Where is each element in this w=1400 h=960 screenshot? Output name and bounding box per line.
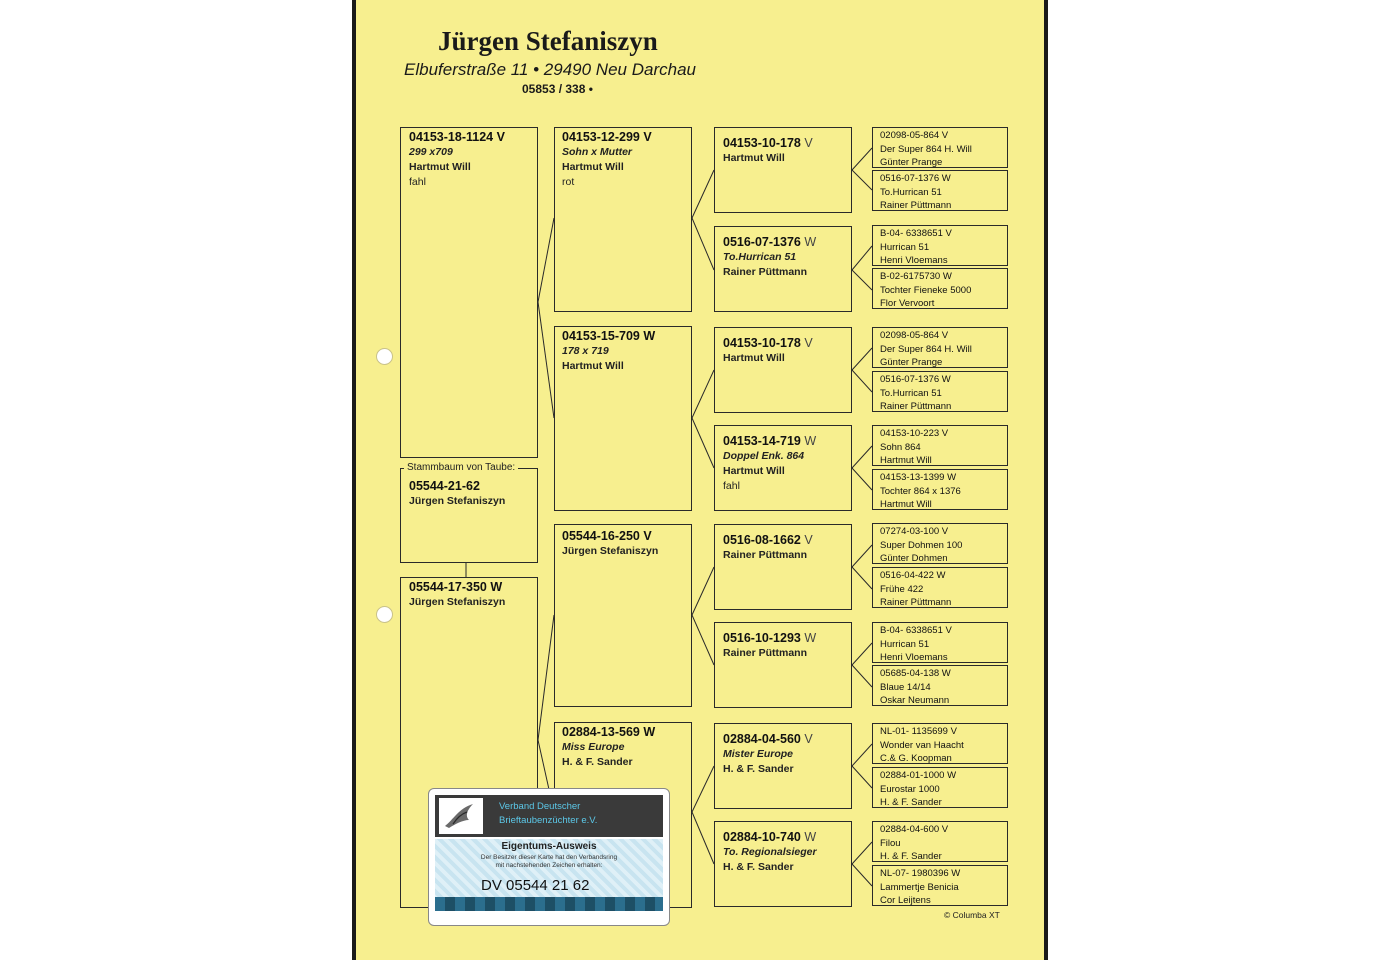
subject-box [400,468,538,563]
breeder-address: Elbuferstraße 11 • 29490 Neu Darchau [404,60,696,79]
sire-name: 299 x709 [409,146,453,158]
gen4-box-7 [872,425,1008,466]
gen4-box-14 [872,767,1008,808]
gen3-owner: Hartmut Will [723,352,785,364]
gen2-name: Miss Europe [562,741,625,753]
gen4-name: Hurrican 51 [880,241,930,253]
gen4-ring: 0516-07-1376 W [880,374,951,385]
gen4-name: Sohn 864 [880,441,921,453]
gen2-ring: 04153-15-709 W [562,329,656,343]
gen2-box-3 [554,524,692,707]
gen3-owner: Rainer Püttmann [723,266,808,278]
gen2-owner: H. & F. Sander [562,756,633,768]
gen4-box-4 [872,268,1008,309]
gen4-ring: 0516-07-1376 W [880,173,951,184]
gen4-ring: 02884-04-600 V [880,824,949,835]
dam-ring: 05544-17-350 W [409,580,503,594]
gen4-name: Der Super 864 H. Will [880,343,972,355]
subject-label: Stammbaum von Taube: [404,462,518,473]
subject-ring: 05544-21-62 [409,479,480,493]
sire-ring: 04153-18-1124 V [409,130,505,144]
gen3-ring: 04153-14-719 W [723,434,817,448]
gen4-name: To.Hurrican 51 [880,186,942,198]
copyright: © Columba XT [944,910,1000,920]
gen4-ring: 02884-01-1000 W [880,770,957,781]
gen4-box-16 [872,865,1008,906]
gen3-box-1 [714,127,852,213]
gen3-owner: Hartmut Will [723,465,785,477]
gen4-ring: NL-01- 1135699 V [880,726,957,737]
gen4-ring: 07274-03-100 V [880,526,949,537]
breeder-phone: 05853 / 338 • [522,82,593,96]
gen4-box-13 [872,723,1008,764]
gen4-ring: 05685-04-138 W [880,668,951,679]
gen4-box-12 [872,665,1008,706]
gen2-box-2 [554,326,692,511]
gen4-owner: Günter Prange [880,157,943,168]
gen3-ring: 04153-10-178 V [723,336,813,350]
gen3-box-3 [714,327,852,413]
gen4-ring: 04153-10-223 V [880,428,949,439]
gen4-box-9 [872,523,1008,564]
gen4-name: To.Hurrican 51 [880,387,942,399]
gen3-box-8 [714,821,852,907]
card-pattern-band [435,897,663,911]
gen4-owner: Hartmut Will [880,455,932,466]
gen3-name: Doppel Enk. 864 [723,450,805,462]
gen3-ring: 04153-10-178 V [723,136,813,150]
gen4-owner: Oskar Neumann [880,695,950,706]
gen4-ring: 04153-13-1399 W [880,472,957,483]
gen4-ring: 02098-05-864 V [880,130,949,141]
gen4-owner: Henri Vloemans [880,652,948,663]
gen4-name: Filou [880,837,901,849]
gen3-name: To.Hurrican 51 [723,251,797,263]
gen4-ring: B-04- 6338651 V [880,625,952,636]
gen3-owner: Rainer Püttmann [723,549,808,561]
gen4-box-1 [872,127,1008,168]
sire-owner: Hartmut Will [409,161,471,173]
gen4-ring: 02098-05-864 V [880,330,949,341]
breeder-name: Jürgen Stefaniszyn [438,26,658,56]
gen4-box-8 [872,469,1008,510]
gen4-name: Der Super 864 H. Will [880,143,972,155]
card-text-line1: Der Besitzer dieser Karte hat den Verbandsring [480,854,618,861]
gen2-name: Sohn x Mutter [562,146,632,158]
gen2-owner: Jürgen Stefaniszyn [562,545,659,557]
gen4-owner: Rainer Püttmann [880,200,952,211]
gen3-box-7 [714,723,852,809]
sire-color: fahl [409,176,426,188]
gen4-owner: Henri Vloemans [880,255,948,266]
card-text-line2: mit nachstehenden Zeichen erhalten: [495,862,603,869]
ownership-card [428,788,670,926]
gen4-box-10 [872,567,1008,608]
gen4-box-6 [872,371,1008,412]
gen4-ring: 0516-04-422 W [880,570,946,581]
sire-box [400,127,538,458]
gen2-name: 178 x 719 [562,345,609,357]
gen4-box-2 [872,170,1008,211]
gen4-name: Super Dohmen 100 [880,539,963,551]
card-ring-number: DV 05544 21 62 [481,877,590,894]
card-header [435,795,663,837]
gen3-owner: H. & F. Sander [723,861,794,873]
gen4-owner: Cor Leijtens [880,895,931,906]
gen3-ring: 02884-04-560 V [723,732,813,746]
gen4-name: Tochter Fieneke 5000 [880,284,972,296]
gen2-box-1 [554,127,692,312]
gen4-owner: Flor Vervoort [880,298,935,309]
gen3-color: fahl [723,480,740,492]
gen3-ring: 0516-10-1293 W [723,631,817,645]
dove-logo-icon [439,798,483,834]
subject-owner: Jürgen Stefaniszyn [409,495,506,507]
gen4-box-15 [872,821,1008,862]
gen4-owner: Hartmut Will [880,499,932,510]
gen4-owner: Rainer Püttmann [880,401,952,412]
gen4-ring: B-02-6175730 W [880,271,952,282]
card-org-line1: Verband Deutscher [499,801,581,812]
dam-owner: Jürgen Stefaniszyn [409,596,506,608]
gen2-owner: Hartmut Will [562,360,624,372]
gen2-ring: 04153-12-299 V [562,130,652,144]
gen3-box-4 [714,425,852,511]
gen4-name: Eurostar 1000 [880,783,940,795]
gen4-ring: NL-07- 1980396 W [880,868,961,879]
gen3-owner: Rainer Püttmann [723,647,808,659]
gen4-owner: H. & F. Sander [880,851,942,862]
gen4-ring: B-04- 6338651 V [880,228,952,239]
gen4-name: Wonder van Haacht [880,739,964,751]
gen3-ring: 0516-07-1376 W [723,235,817,249]
gen2-owner: Hartmut Will [562,161,624,173]
card-org-line2: Brieftaubenzüchter e.V. [499,815,598,826]
gen4-box-3 [872,225,1008,266]
gen4-name: Hurrican 51 [880,638,930,650]
gen3-name: Mister Europe [723,748,794,760]
gen3-box-6 [714,622,852,708]
gen3-ring: 0516-08-1662 V [723,533,813,547]
gen4-box-11 [872,622,1008,663]
gen3-owner: Hartmut Will [723,152,785,164]
gen4-owner: H. & F. Sander [880,797,942,808]
gen3-box-5 [714,524,852,610]
gen4-box-5 [872,327,1008,368]
gen2-color: rot [562,176,575,188]
gen4-name: Tochter 864 x 1376 [880,485,961,497]
gen4-name: Frühe 422 [880,583,924,595]
gen4-owner: Günter Dohmen [880,553,948,564]
gen3-name: To. Regionalsieger [723,846,817,858]
gen4-owner: C.& G. Koopman [880,753,952,764]
gen3-box-2 [714,226,852,312]
gen2-ring: 02884-13-569 W [562,725,656,739]
gen3-owner: H. & F. Sander [723,763,794,775]
card-title: Eigentums-Ausweis [501,841,597,852]
gen3-ring: 02884-10-740 W [723,830,817,844]
gen2-ring: 05544-16-250 V [562,529,652,543]
gen4-name: Blaue 14/14 [880,681,931,693]
gen4-owner: Günter Prange [880,357,943,368]
gen4-owner: Rainer Püttmann [880,597,952,608]
gen4-name: Lammertje Benicia [880,881,959,893]
